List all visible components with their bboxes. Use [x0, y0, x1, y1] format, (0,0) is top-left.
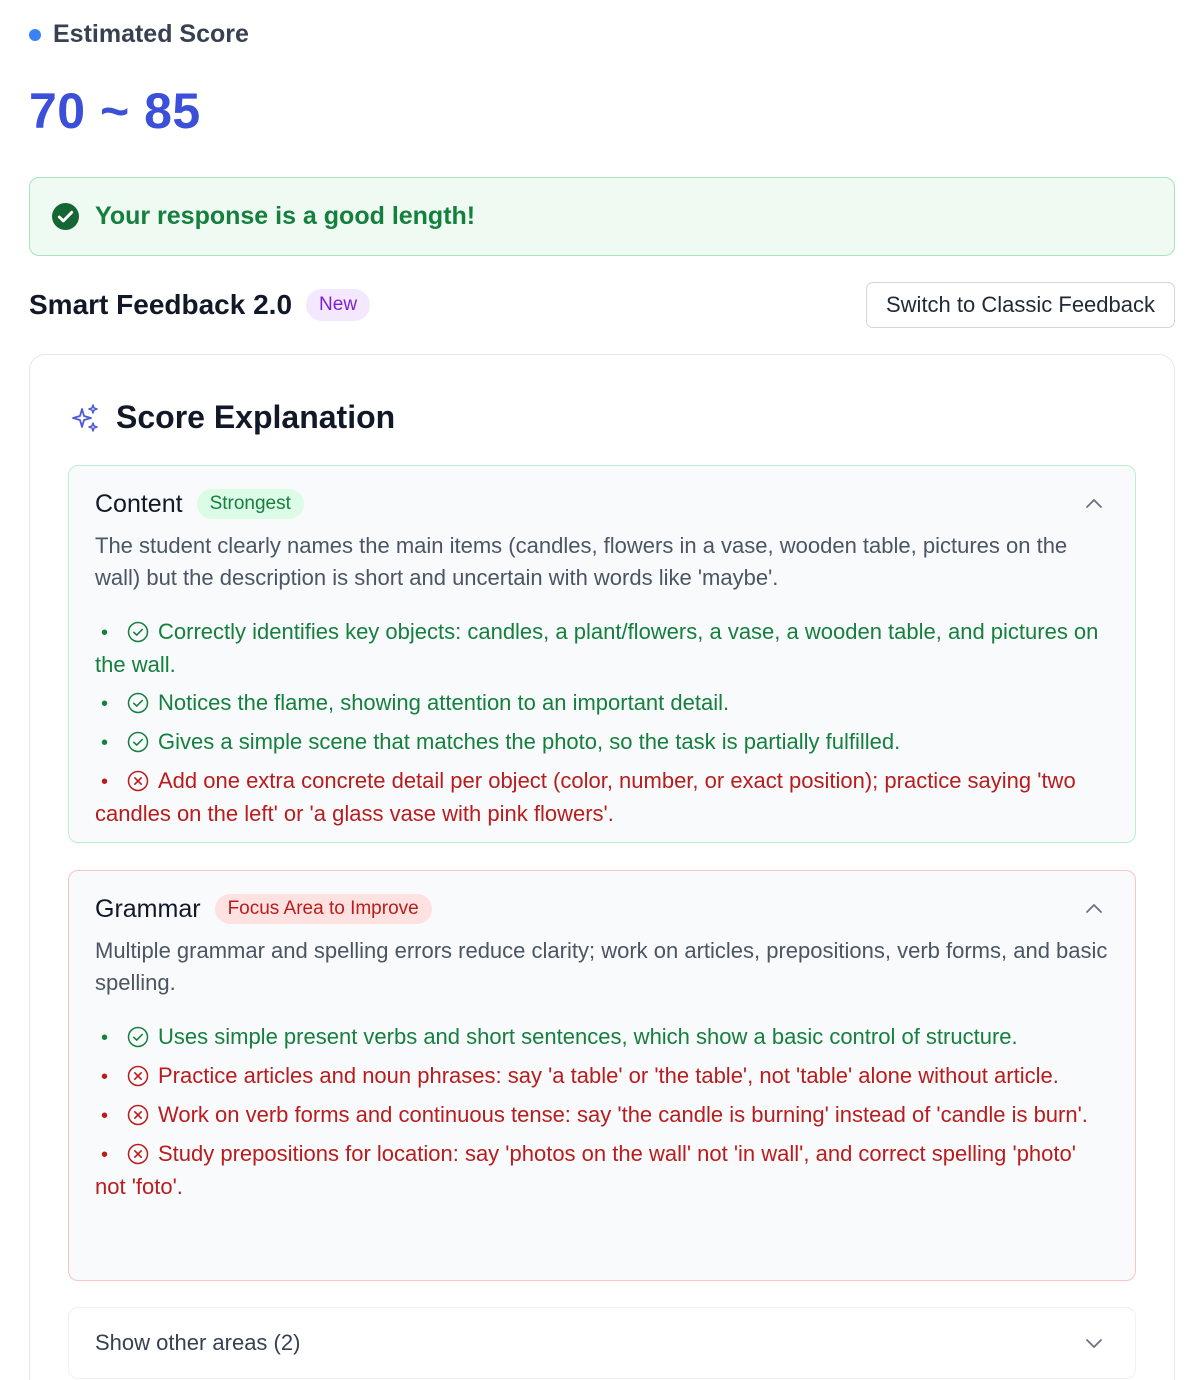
list-item — [95, 687, 1109, 720]
item-text: Gives a simple scene that matches the photo, so the task is partially fulfilled. — [158, 729, 901, 754]
bullet-icon: • — [101, 622, 109, 644]
item-text: Study prepositions for location: say 'photos on the wall' not 'in wall', and correct spelling 'photo' not 'foto'. — [95, 1141, 1076, 1199]
section-name: Grammar — [95, 894, 201, 923]
x-circle-outline-icon — [127, 1143, 149, 1165]
estimated-score-label: Estimated Score — [53, 20, 249, 48]
bullet-icon: • — [101, 771, 109, 793]
check-circle-outline-icon — [127, 621, 149, 643]
grammar-section-header[interactable] — [95, 893, 1109, 925]
check-circle-outline-icon — [127, 1026, 149, 1048]
switch-to-classic-button[interactable]: Switch to Classic Feedback — [866, 282, 1175, 328]
feedback-list — [95, 616, 1109, 830]
show-other-areas-label: Show other areas (2) — [95, 1330, 301, 1355]
bullet-icon: • — [101, 1105, 109, 1127]
item-text: Work on verb forms and continuous tense: say 'the candle is burning' instead of 'candle is burn'. — [158, 1102, 1088, 1127]
list-item — [95, 1099, 1109, 1132]
x-circle-outline-icon — [127, 1104, 149, 1126]
check-circle-icon — [52, 203, 79, 230]
score-explanation-card — [29, 354, 1175, 1380]
feedback-list — [95, 1021, 1109, 1203]
section-description: Multiple grammar and spelling errors reduce clarity; work on articles, prepositions, verb forms, and basic spelling. — [95, 938, 1108, 995]
content-section — [68, 465, 1136, 843]
list-item — [95, 1021, 1109, 1054]
x-circle-outline-icon — [127, 770, 149, 792]
list-item — [95, 1138, 1109, 1203]
smart-feedback-title: Smart Feedback 2.0 — [29, 289, 293, 320]
list-item — [95, 616, 1109, 681]
list-item — [95, 726, 1109, 759]
length-banner — [29, 177, 1175, 256]
estimated-score-value: 70 ~ 85 — [29, 83, 201, 139]
chevron-down-icon[interactable] — [1083, 1332, 1105, 1354]
bullet-icon: • — [101, 693, 109, 715]
sparkles-icon — [70, 403, 100, 433]
bullet-icon: • — [101, 1066, 109, 1088]
bullet-icon: • — [101, 732, 109, 754]
content-section-header[interactable] — [95, 488, 1109, 520]
grammar-section — [68, 870, 1136, 1281]
bullet-icon: • — [101, 1027, 109, 1049]
estimated-score-header — [29, 20, 249, 49]
list-item — [95, 1060, 1109, 1093]
check-circle-outline-icon — [127, 692, 149, 714]
check-circle-outline-icon — [127, 731, 149, 753]
new-badge: New — [306, 289, 370, 321]
length-banner-text: Your response is a good length! — [95, 202, 476, 230]
section-description: The student clearly names the main items (candles, flowers in a vase, wooden table, pictures on the wall) but the description is short and uncertain with words like 'maybe'. — [95, 533, 1068, 590]
score-explanation-header — [70, 399, 395, 436]
smart-feedback-header — [29, 282, 1175, 328]
item-text: Add one extra concrete detail per object (color, number, or exact position); practice saying 'two candles on the left' or 'a glass vase with pink flowers'. — [95, 768, 1076, 826]
x-circle-outline-icon — [127, 1065, 149, 1087]
score-explanation-title: Score Explanation — [116, 399, 396, 435]
section-name: Content — [95, 489, 183, 518]
show-other-areas-toggle[interactable] — [68, 1307, 1136, 1379]
bullet-icon: • — [101, 1144, 109, 1166]
item-text: Uses simple present verbs and short sentences, which show a basic control of structure. — [158, 1024, 1018, 1049]
chevron-up-icon[interactable] — [1083, 898, 1105, 920]
item-text: Correctly identifies key objects: candles, a plant/flowers, a vase, a wooden table, and pictures on the wall. — [95, 619, 1099, 677]
chevron-up-icon[interactable] — [1083, 493, 1105, 515]
list-item — [95, 765, 1109, 830]
item-text: Notices the flame, showing attention to an important detail. — [158, 690, 730, 715]
strongest-tag: Strongest — [197, 489, 304, 519]
item-text: Practice articles and noun phrases: say 'a table' or 'the table', not 'table' alone without article. — [158, 1063, 1059, 1088]
status-dot-icon — [29, 29, 41, 41]
focus-area-tag: Focus Area to Improve — [215, 894, 432, 924]
